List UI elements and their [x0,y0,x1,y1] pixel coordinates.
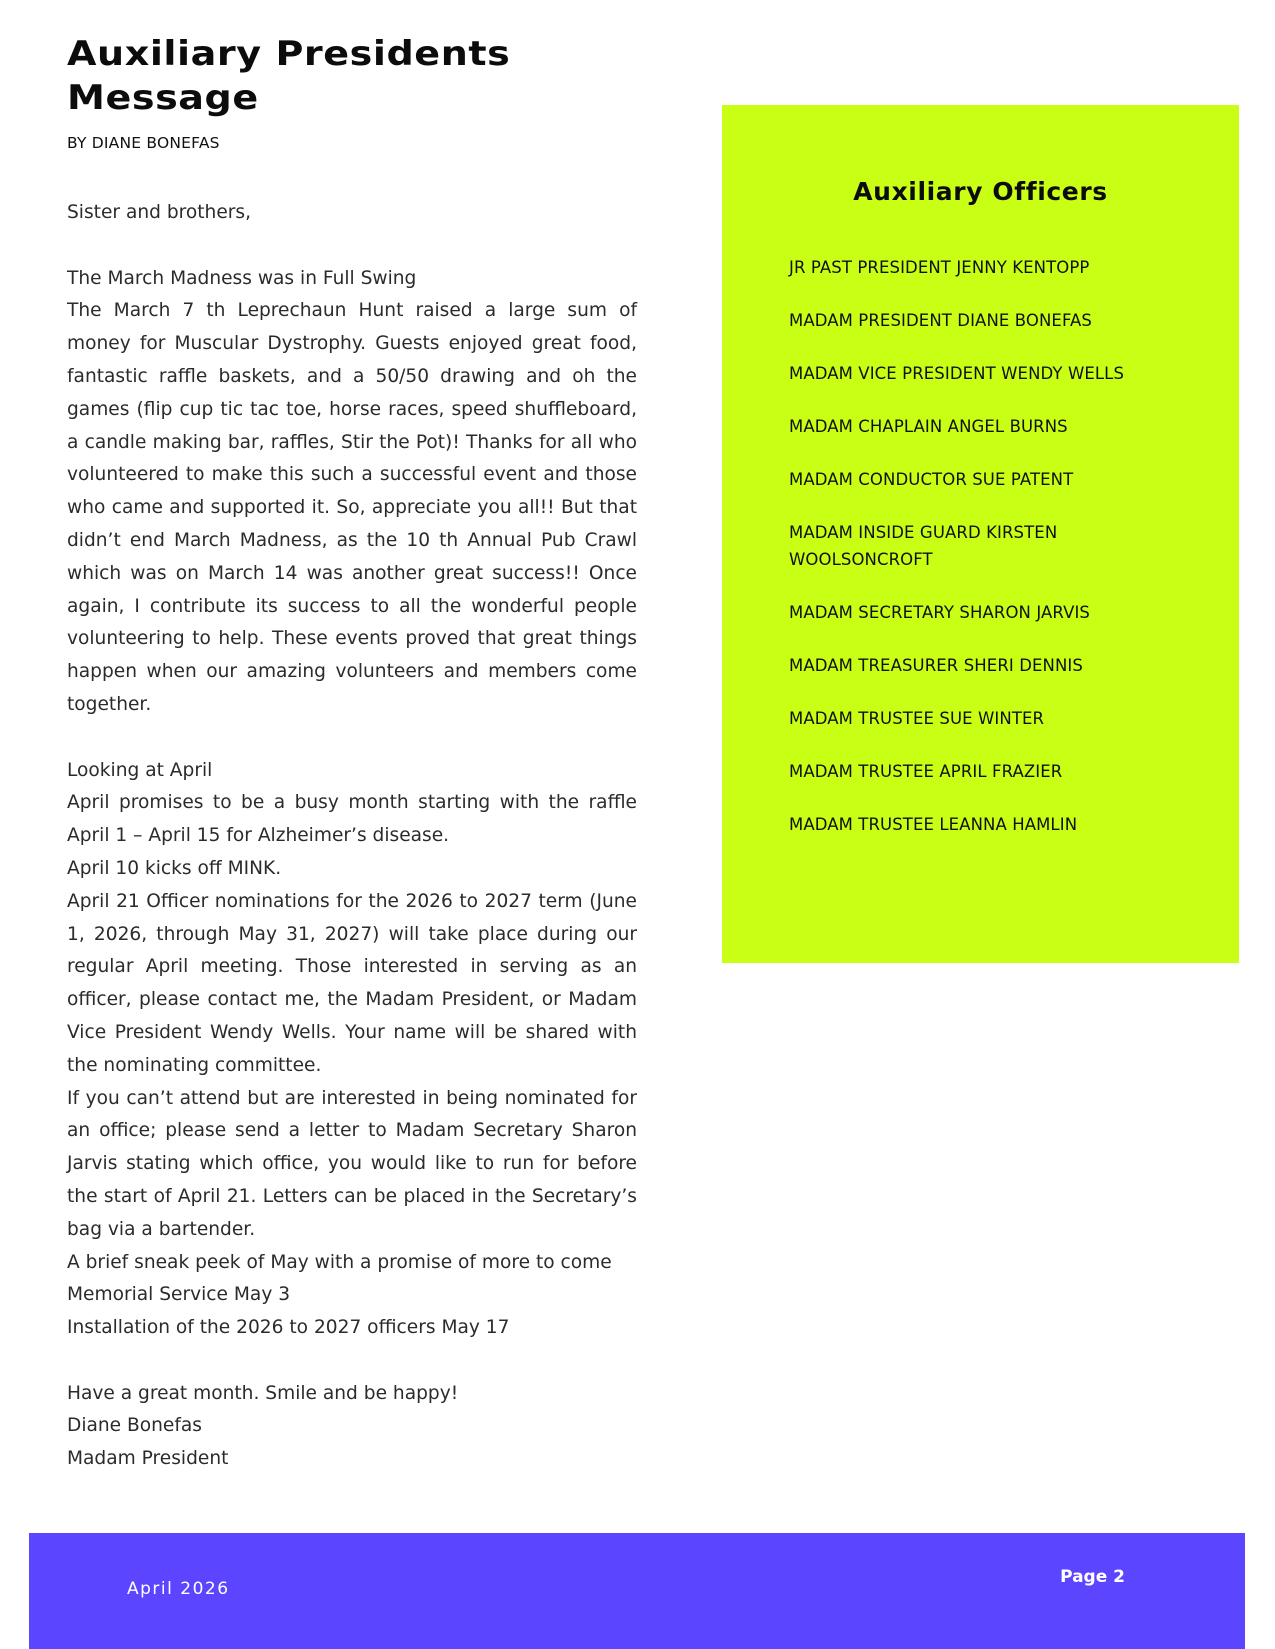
page-title: Auxiliary Presidents Message [67,34,511,118]
officer-item: MADAM PRESIDENT DIANE BONEFAS [789,311,1092,330]
spacer [67,230,637,263]
april-mink-text: April 10 kicks off MINK. [67,857,282,879]
spacer [67,722,637,755]
article-body [67,197,637,1476]
officer-item: MADAM TRUSTEE APRIL FRAZIER [789,761,1063,781]
officer-item: MADAM CONDUCTOR SUE PATENT [789,470,1074,489]
section-body-march: The March 7 th Leprechaun Hunt raised a large sum of money for Muscular Dystrophy. Guests enjoyed great food, fantastic raffle baskets, and a 50/50 drawing and oh the games (flip cup tic tac toe, horse races, speed shuffleboard, a candle making bar, raffles, Stir the Pot)! Thanks for all who volunteered to make this such a successful event and those who came and supported it. So, appreciate you all!! But that didn’t end March Madness, as the 10 th Annual Pub Crawl which was on March 14 was another great success!! Once again, I contribute its success to all the wonderful people volunteering to help. These events proved that great things happen when our amazing volunteers and members come together. [67,300,637,715]
officers-panel [722,105,1239,963]
signature-name: Diane Bonefas [67,1415,202,1437]
may-installation-text: Installation of the 2026 to 2027 officers May 17 [67,1317,510,1339]
officer-item: JR PAST PRESIDENT JENNY KENTOPP [789,258,1090,277]
section-heading-march: The March Madness was in Full Swing [67,267,417,289]
april-nominations-text: April 21 Officer nominations for the 2026 to 2027 term (June 1, 2026, through May 31, 2027) will take place during our regular April meeting. Those interested in serving as an officer, please contact me, the Madam President, or Madam Vice President Wendy Wells. Your name will be shared with the nominating committee. [67,890,637,1076]
april-raffle-text: April promises to be a busy month starting with the raffle April 1 – April 15 for Alzheimer’s disease. [67,792,637,847]
officers-title: Auxiliary Officers [853,177,1108,206]
officer-item: MADAM SECRETARY SHARON JARVIS [789,602,1090,622]
page-number: Page 2 [1060,1567,1125,1587]
may-memorial-text: Memorial Service May 3 [67,1284,291,1306]
officer-item: MADAM CHAPLAIN ANGEL BURNS [789,417,1068,436]
officer-item: MADAM INSIDE GUARD KIRSTEN WOOLSONCROFT [789,523,1058,569]
officer-item: MADAM TRUSTEE SUE WINTER [789,708,1045,728]
footer-date: April 2026 [127,1579,230,1599]
officers-list [789,255,1189,865]
page-footer [29,1533,1245,1649]
closing-text: Have a great month. Smile and be happy! [67,1382,459,1404]
officer-item: MADAM TRUSTEE LEANNA HAMLIN [789,814,1078,834]
officer-item: MADAM VICE PRESIDENT WENDY WELLS [789,364,1125,383]
byline: BY DIANE BONEFAS [67,134,220,152]
signature-title: Madam President [67,1448,229,1470]
greeting: Sister and brothers, [67,202,252,223]
may-preview-text: A brief sneak peek of May with a promise of more to come [67,1251,612,1273]
officer-item: MADAM TREASURER SHERI DENNIS [789,655,1083,675]
april-letter-text: If you can’t attend but are interested in being nominated for an office; please send a letter to Madam Secretary Sharon Jarvis stating which office, you would like to run for before the start of April 21. Letters can be placed in the Secretary’s bag via a bartender. [67,1087,637,1240]
spacer [67,1345,637,1378]
section-heading-april: Looking at April [67,759,213,781]
